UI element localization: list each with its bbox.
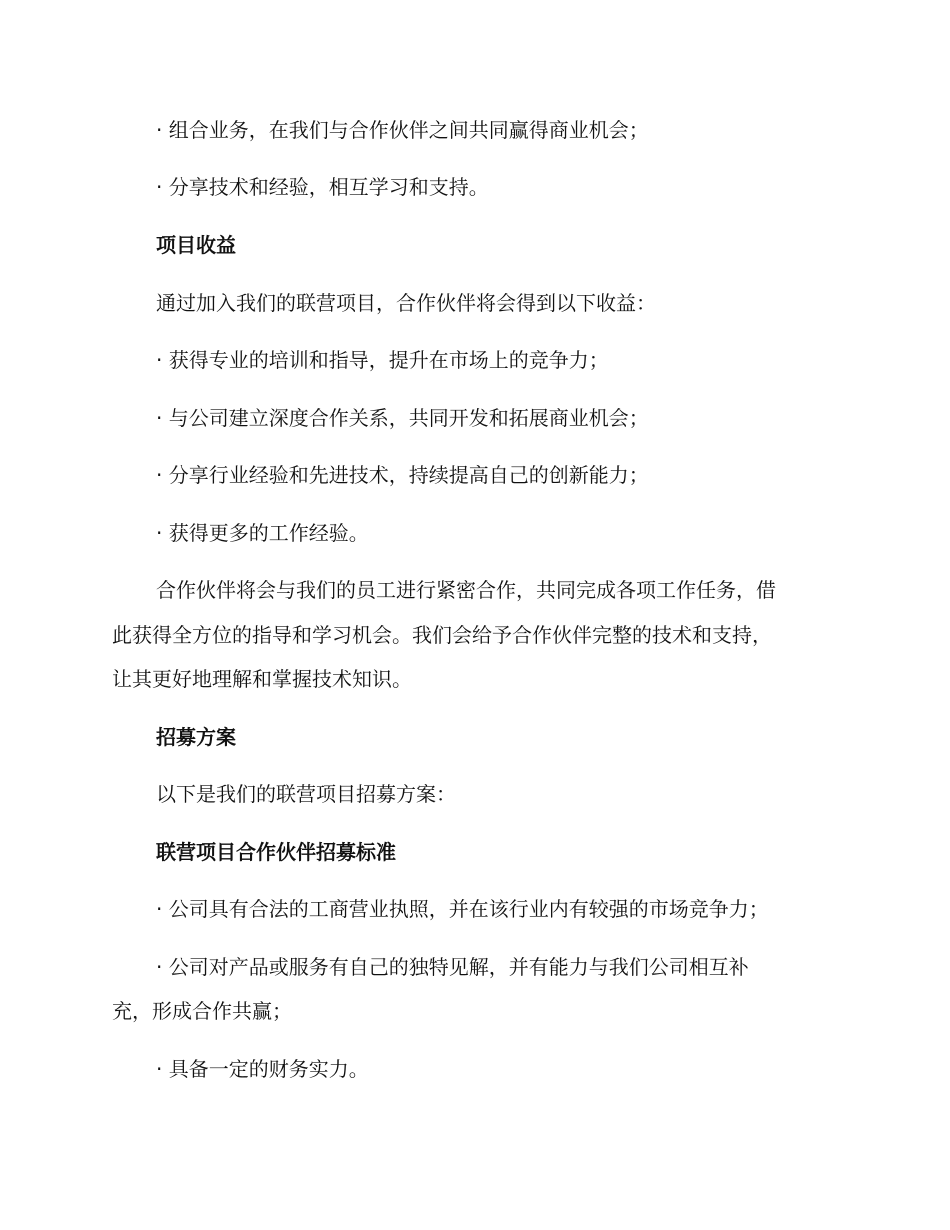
benefits-paragraph-line-1: 合作伙伴将会与我们的员工进行紧密合作，共同完成各项工作任务，借: [156, 578, 776, 602]
recruitment-intro: 以下是我们的联营项目招募方案：: [156, 782, 456, 806]
recruitment-bullet-finance: · 具备一定的财务实力。: [156, 1057, 369, 1081]
benefits-paragraph-line-2: 此获得全方位的指导和学习机会。我们会给予合作伙伴完整的技术和支持，: [112, 623, 772, 647]
recruitment-bullet-insight-continued: 充，形成合作共赢；: [112, 999, 292, 1023]
section-heading-recruitment: 招募方案: [156, 725, 236, 749]
benefit-bullet-cooperation: · 与公司建立深度合作关系，共同开发和拓展商业机会；: [156, 406, 649, 430]
bullet-partnership-business: · 组合业务，在我们与合作伙伴之间共同赢得商业机会；: [156, 118, 649, 142]
benefit-bullet-experience: · 获得更多的工作经验。: [156, 521, 369, 545]
recruitment-bullet-license: · 公司具有合法的工商营业执照，并在该行业内有较强的市场竞争力；: [156, 897, 769, 921]
benefit-bullet-innovation: · 分享行业经验和先进技术，持续提高自己的创新能力；: [156, 463, 649, 487]
benefits-intro: 通过加入我们的联营项目，合作伙伴将会得到以下收益：: [156, 291, 656, 315]
benefits-paragraph-line-3: 让其更好地理解和掌握技术知识。: [112, 667, 412, 691]
bullet-partnership-share: · 分享技术和经验，相互学习和支持。: [156, 175, 489, 199]
recruitment-bullet-insight: · 公司对产品或服务有自己的独特见解，并有能力与我们公司相互补: [156, 955, 749, 979]
section-heading-benefits: 项目收益: [156, 233, 236, 257]
benefit-bullet-training: · 获得专业的培训和指导，提升在市场上的竞争力；: [156, 348, 609, 372]
recruitment-subheading: 联营项目合作伙伴招募标准: [156, 840, 396, 864]
